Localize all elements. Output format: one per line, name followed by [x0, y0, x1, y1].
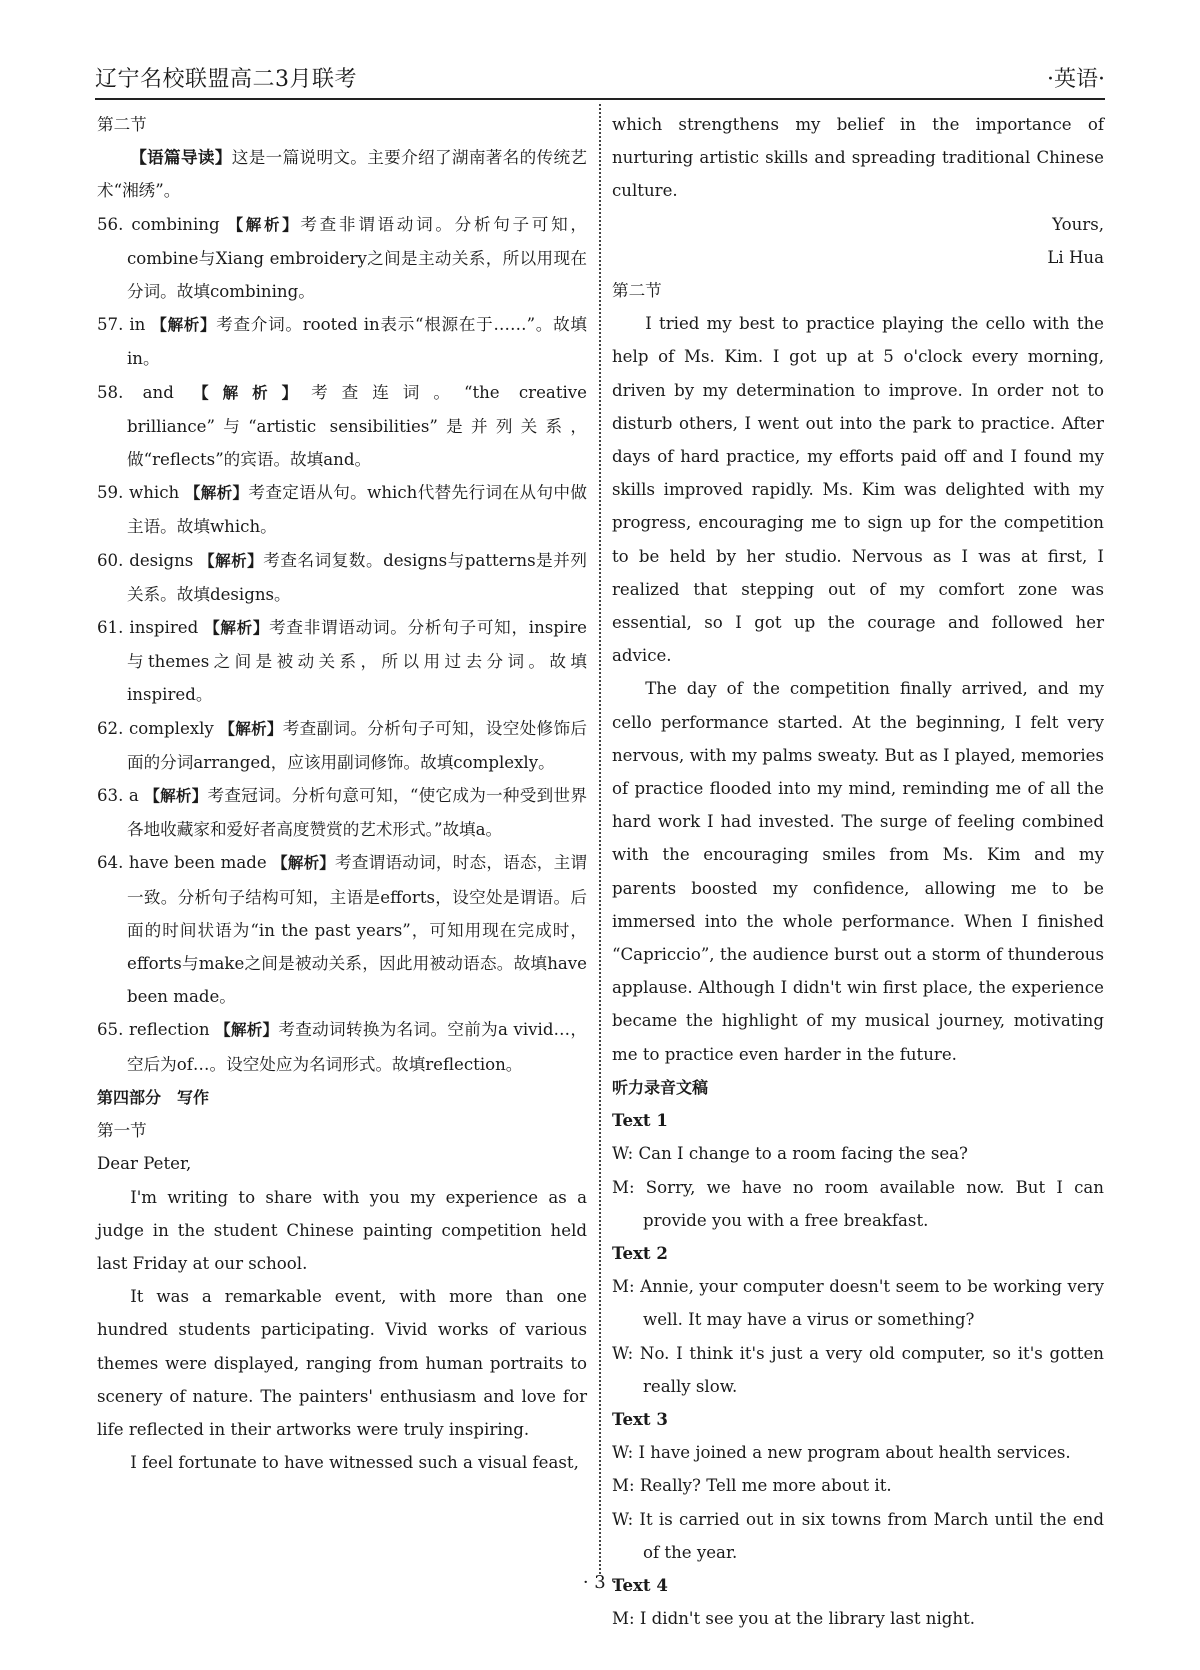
answer-item [97, 846, 587, 1013]
section-heading: 第二节 [97, 115, 147, 134]
answer-key: 62. complexly [97, 718, 220, 738]
dialogue-line: M: Sorry, we have no room available now. But I can provide you with a free breakfast. [612, 1177, 1104, 1230]
analysis-tag: 【解析】 [151, 316, 217, 335]
intro-text: 这是一篇说明文。主要介绍了湖南著名的传统艺术“湘绣”。 [97, 148, 588, 201]
answer-key: 64. have been made [97, 853, 273, 873]
page-number: · 3 · [582, 1572, 618, 1593]
answer-item [97, 1013, 587, 1080]
letter-paragraph: I feel fortunate to have witnessed such a visual feast, [130, 1453, 579, 1473]
section-heading: 第一节 [97, 1121, 147, 1141]
analysis-tag: 【解析】 [193, 383, 312, 402]
dialogue-line: W: I have joined a new program about health services. [612, 1443, 1071, 1463]
page-header [95, 62, 1105, 100]
analysis-text: 考查冠词。分析句意可知，“使它成为一种受到世界各地收藏家和爱好者高度赞赏的艺术形式。”故填a。 [127, 786, 587, 840]
analysis-text: 考查名词复数。designs与patterns是并列关系。故填designs。 [127, 550, 587, 604]
dialogue-line: M: I didn't see you at the library last night. [612, 1609, 976, 1629]
analysis-text: 考查定语从句。which代替先行词在从句中做主语。故填which。 [127, 483, 587, 537]
analysis-tag: 【解析】 [144, 787, 208, 806]
letter-closing: Yours, [1052, 214, 1104, 234]
letter-paragraph: I'm writing to share with you my experience as a judge in the student Chinese painting competition held last Friday at our school. [97, 1187, 587, 1273]
answer-item [97, 376, 587, 477]
answer-item [97, 476, 587, 543]
left-column [97, 108, 587, 1479]
answer-item [97, 544, 587, 611]
letter-salutation: Dear Peter, [97, 1154, 192, 1174]
answer-key: 63. a [97, 786, 145, 806]
analysis-text: 考查副词。分析句子可知，设空处修饰后面的分词arranged，应该用副词修饰。故填complexly。 [127, 718, 587, 772]
answer-key: 61. inspired [97, 618, 205, 638]
dialogue-line: M: Annie, your computer doesn't seem to be working very well. It may have a virus or something? [612, 1277, 1104, 1330]
passage-intro [97, 141, 587, 207]
analysis-tag: 【解析】 [204, 619, 270, 638]
story-paragraph: The day of the competition finally arrived, and my cello performance started. At the beginning, I felt very nervous, with my palms sweaty. But as I played, memories of practice flooded into my mind, reminding me of all the hard work I had invested. The surge of feeling combined with the encouraging smiles from Ms. Kim and my parents boosted my confidence, allowing me to be immersed into the whole performance. When I finished “Capriccio”, the audience burst out a storm of thunderous applause. Although I didn't win first place, the experience became the highlight of my musical journey, motivating me to practice even harder in the future. [612, 679, 1104, 1064]
text-heading: Text 3 [612, 1408, 668, 1429]
answer-key: 65. reflection [97, 1020, 216, 1040]
answer-item [97, 779, 587, 846]
text-heading: Text 2 [612, 1242, 668, 1263]
transcript-heading: 听力录音文稿 [612, 1077, 709, 1097]
answer-key: 59. which [97, 483, 185, 503]
answer-item [97, 611, 587, 712]
analysis-text: 考查动词转换为名词。空前为a vivid…，空后为of…。设空处应为名词形式。故填reflection。 [127, 1020, 587, 1074]
analysis-text: 考查非谓语动词。分析句子可知，combine与Xiang embroidery之间是主动关系，所以用现在分词。故填combining。 [127, 214, 587, 302]
analysis-text: 考查谓语动词，时态，语态，主谓一致。分析句子结构可知，主语是efforts，设空处是谓语。后面的时间状语为“in the past years”，可知用现在完成时，efforts与make之间是被动关系，因此用被动语态。故填have been made。 [127, 853, 587, 1007]
analysis-tag: 【解析】 [227, 215, 301, 234]
letter-signature: Li Hua [1047, 247, 1104, 267]
exam-title: 辽宁名校联盟高二3月联考 [95, 67, 357, 92]
text-heading: Text 1 [612, 1110, 668, 1131]
letter-paragraph-continued: which strengthens my belief in the importance of nurturing artistic skills and spreading traditional Chinese culture. [612, 115, 1104, 201]
dialogue-line: W: No. I think it's just a very old computer, so it's gotten really slow. [612, 1343, 1104, 1396]
answer-item [97, 208, 587, 309]
story-paragraph: I tried my best to practice playing the cello with the help of Ms. Kim. I got up at 5 o'clock every morning, driven by my determination to improve. In order not to disturb others, I went out into the park to practice. After days of hard practice, my efforts paid off and I found my skills improved rapidly. Ms. Kim was delighted with my progress, encouraging me to sign up for the competition to be held by her studio. Nervous as I was at first, I realized that stepping out of my comfort zone was essential, so I got up the courage and followed her advice. [612, 314, 1104, 666]
part-heading: 第四部分 写作 [97, 1087, 210, 1107]
subject-label: ·英语· [1047, 67, 1105, 92]
answer-item [97, 308, 587, 375]
analysis-text: 考查介词。rooted in表示“根源在于……”。故填in。 [127, 315, 587, 369]
answer-item [97, 712, 587, 779]
analysis-tag: 【解析】 [219, 719, 283, 738]
answer-key: 57. in [97, 315, 152, 335]
analysis-tag: 【解析】 [215, 1021, 279, 1040]
dialogue-line: W: Can I change to a room facing the sea? [612, 1144, 968, 1164]
dialogue-line: W: It is carried out in six towns from March until the end of the year. [612, 1509, 1104, 1562]
dialogue-line: M: Really? Tell me more about it. [612, 1476, 892, 1496]
analysis-tag: 【解析】 [184, 484, 249, 503]
answer-key: 58. and [97, 382, 194, 402]
answer-key: 56. combining [97, 214, 228, 234]
section-heading: 第二节 [612, 281, 662, 301]
column-divider [599, 104, 601, 1574]
right-column [612, 108, 1104, 1635]
text-heading: Text 4 [612, 1574, 668, 1595]
letter-paragraph: It was a remarkable event, with more than one hundred students participating. Vivid works of various themes were displayed, ranging from human portraits to scenery of nature. The painters' enthusiasm and love for life reflected in their artworks were truly inspiring. [97, 1287, 587, 1439]
analysis-tag: 【解析】 [199, 551, 264, 570]
intro-tag: 【语篇导读】 [130, 147, 232, 168]
analysis-text: 考查连词。“the creative brilliance”与“artistic sensibilities”是并列关系，做“reflects”的宾语。故填and。 [127, 382, 587, 470]
analysis-text: 考查非谓语动词。分析句子可知，inspire与themes之间是被动关系，所以用过去分词。故填inspired。 [127, 618, 587, 705]
answer-key: 60. designs [97, 550, 200, 570]
analysis-tag: 【解析】 [272, 854, 336, 873]
